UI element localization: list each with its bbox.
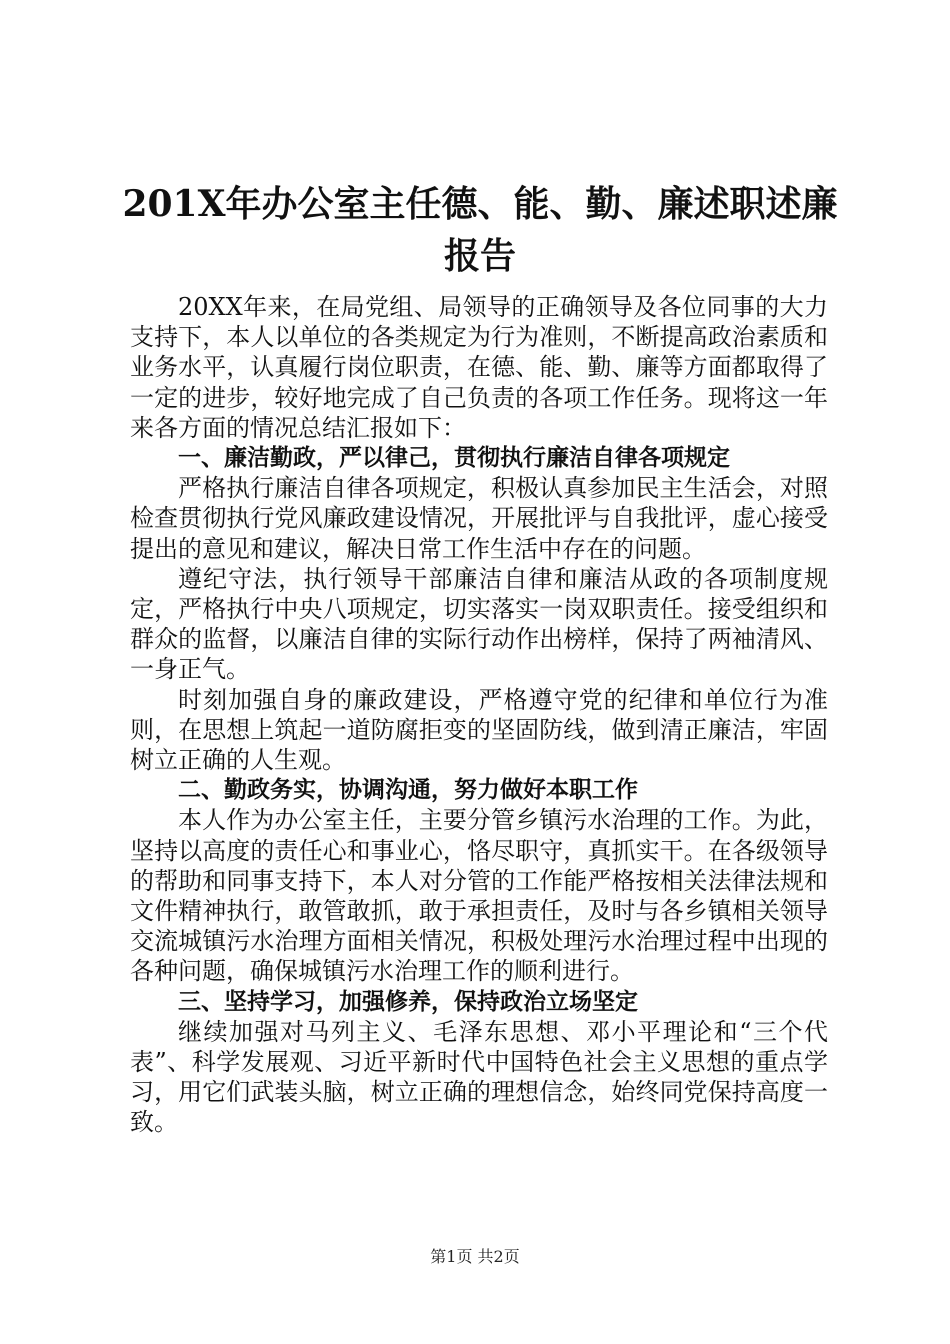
section-3-heading: 三、坚持学习，加强修养，保持政治立场坚定 <box>178 988 638 1015</box>
document-body <box>130 292 828 1138</box>
intro-paragraph: 20XX年来，在局党组、局领导的正确领导及各位同事的大力支持下，本人以单位的各类规定为行为准则，不断提高政治素质和业务水平，认真履行岗位职责，在德、能、勤、廉等方面都取得了一定的进步，较好地完成了自己负责的各项工作任务。现将这一年来各方面的情况总结汇报如下： <box>130 293 828 442</box>
section-2-paragraph-1: 本人作为办公室主任，主要分管乡镇污水治理的工作。为此，坚持以高度的责任心和事业心，恪尽职守，真抓实干。在各级领导的帮助和同事支持下，本人对分管的工作能严格按相关法律法规和文件精神执行，敢管敢抓，敢于承担责任，及时与各乡镇相关领导交流城镇污水治理方面相关情况，积极处理污水治理过程中出现的各种问题，确保城镇污水治理工作的顺利进行。 <box>130 806 828 986</box>
section-1-paragraph-2: 遵纪守法，执行领导干部廉洁自律和廉洁从政的各项制度规定，严格执行中央八项规定，切实落实一岗双职责任。接受组织和群众的监督，以廉洁自律的实际行动作出榜样，保持了两袖清风、一身正气。 <box>130 564 828 684</box>
page-number-footer: 第1页 共2页 <box>430 1247 520 1266</box>
title-line-1: 201X年办公室主任德、能、勤、廉述职述廉 <box>122 183 838 225</box>
section-3-paragraph-1: 继续加强对马列主义、毛泽东思想、邓小平理论和“三个代表”、科学发展观、习近平新时代中国特色社会主义思想的重点学习，用它们武装头脑，树立正确的理想信念，始终同党保持高度一致。 <box>130 1017 828 1137</box>
title-line-2: 报告 <box>443 235 516 277</box>
section-1-paragraph-1: 严格执行廉洁自律各项规定，积极认真参加民主生活会，对照检查贯彻执行党风廉政建设情况，开展批评与自我批评，虚心接受提出的意见和建议，解决日常工作生活中存在的问题。 <box>130 474 828 563</box>
section-1-paragraph-3: 时刻加强自身的廉政建设，严格遵守党的纪律和单位行为准则，在思想上筑起一道防腐拒变的坚固防线，做到清正廉洁，牢固树立正确的人生观。 <box>130 685 828 775</box>
document-title <box>100 178 860 282</box>
section-2-heading: 二、勤政务实，协调沟通，努力做好本职工作 <box>178 777 638 804</box>
section-1-heading: 一、廉洁勤政，严以律己，贯彻执行廉洁自律各项规定 <box>178 445 730 472</box>
